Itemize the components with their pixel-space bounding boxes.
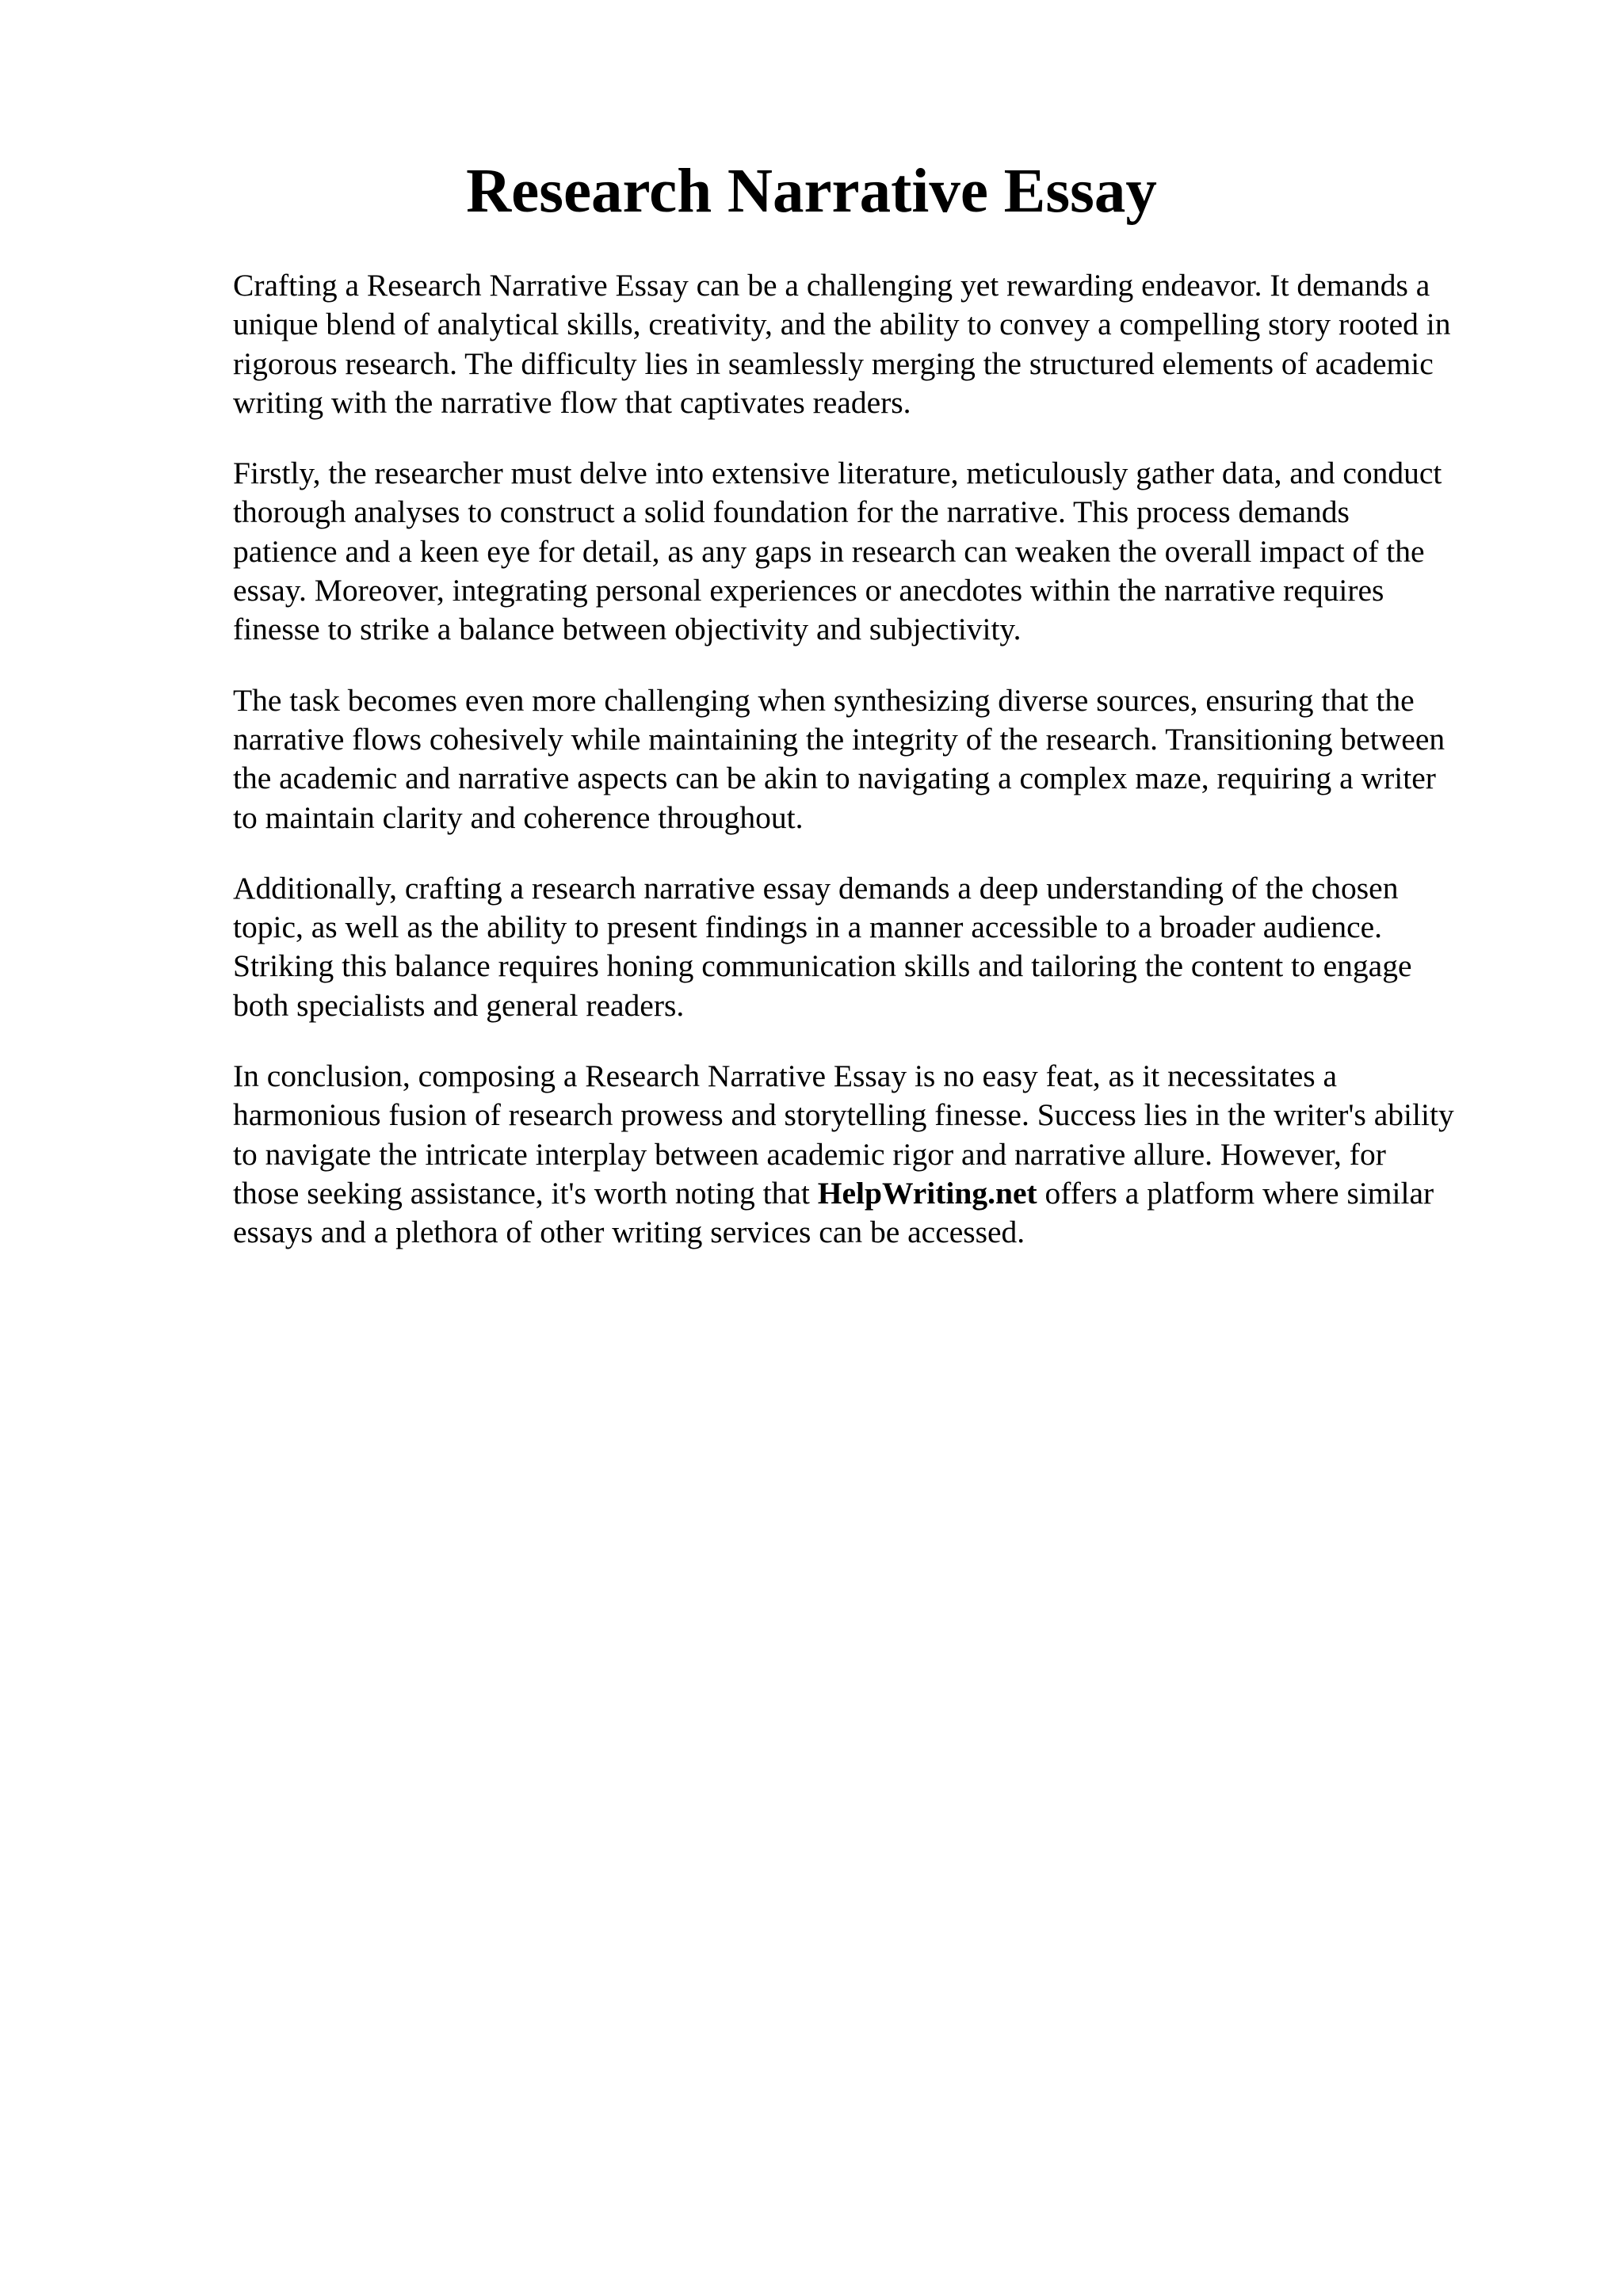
paragraph-research [233, 454, 1533, 649]
text-line: In conclusion, composing a Research Narrative Essay is no easy feat, as it necessitates a [233, 1058, 1338, 1094]
text-line: unique blend of analytical skills, creativity, and the ability to convey a compelling story rooted in [233, 307, 1451, 342]
text-line: The task becomes even more challenging when synthesizing diverse sources, ensuring that the [233, 682, 1415, 718]
text-line: rigorous research. The difficulty lies in seamlessly merging the structured elements of academic [233, 345, 1434, 381]
text-line: topic, as well as the ability to present findings in a manner accessible to a broader audience. [233, 910, 1383, 945]
text-line: the academic and narrative aspects can be akin to navigating a complex maze, requiring a writer [233, 761, 1436, 796]
text-segment: those seeking assistance, it's worth noting that [233, 1175, 818, 1211]
text-line: thorough analyses to construct a solid foundation for the narrative. This process demands [233, 494, 1350, 530]
text-line: writing with the narrative flow that captivates readers. [233, 384, 911, 420]
text-line: Striking this balance requires honing communication skills and tailoring the content to engage [233, 948, 1412, 984]
text-line-with-brand [233, 1174, 1533, 1213]
text-line: patience and a keen eye for detail, as any gaps in research can weaken the overall impact of the [233, 533, 1425, 569]
text-line: to maintain clarity and coherence throughout. [233, 799, 804, 835]
text-line: narrative flows cohesively while maintaining the integrity of the research. Transitioning between [233, 721, 1445, 757]
text-line: to navigate the intricate interplay between academic rigor and narrative allure. However, for [233, 1136, 1386, 1172]
paragraph-intro [233, 266, 1533, 422]
text-line: harmonious fusion of research prowess and storytelling finesse. Success lies in the writer's ability [233, 1097, 1454, 1133]
text-line: essay. Moreover, integrating personal experiences or anecdotes within the narrative requires [233, 573, 1384, 608]
text-line: essays and a plethora of other writing services can be accessed. [233, 1215, 1025, 1250]
text-line: Firstly, the researcher must delve into extensive literature, meticulously gather data, and conduct [233, 456, 1442, 491]
text-segment: offers a platform where similar [1037, 1175, 1434, 1211]
document-body [233, 266, 1533, 1284]
text-line: Additionally, crafting a research narrative essay demands a deep understanding of the chosen [233, 870, 1399, 906]
text-line: both specialists and general readers. [233, 987, 685, 1023]
helpwriting-brand-name: HelpWriting.net [817, 1175, 1037, 1211]
paragraph-audience [233, 869, 1533, 1025]
text-line: finesse to strike a balance between objectivity and subjectivity. [233, 612, 1022, 647]
paragraph-conclusion [233, 1057, 1533, 1252]
paragraph-synthesis [233, 681, 1533, 837]
text-line: Crafting a Research Narrative Essay can be a challenging yet rewarding endeavor. It demands a [233, 268, 1430, 303]
document-title: Research Narrative Essay [466, 157, 1157, 226]
